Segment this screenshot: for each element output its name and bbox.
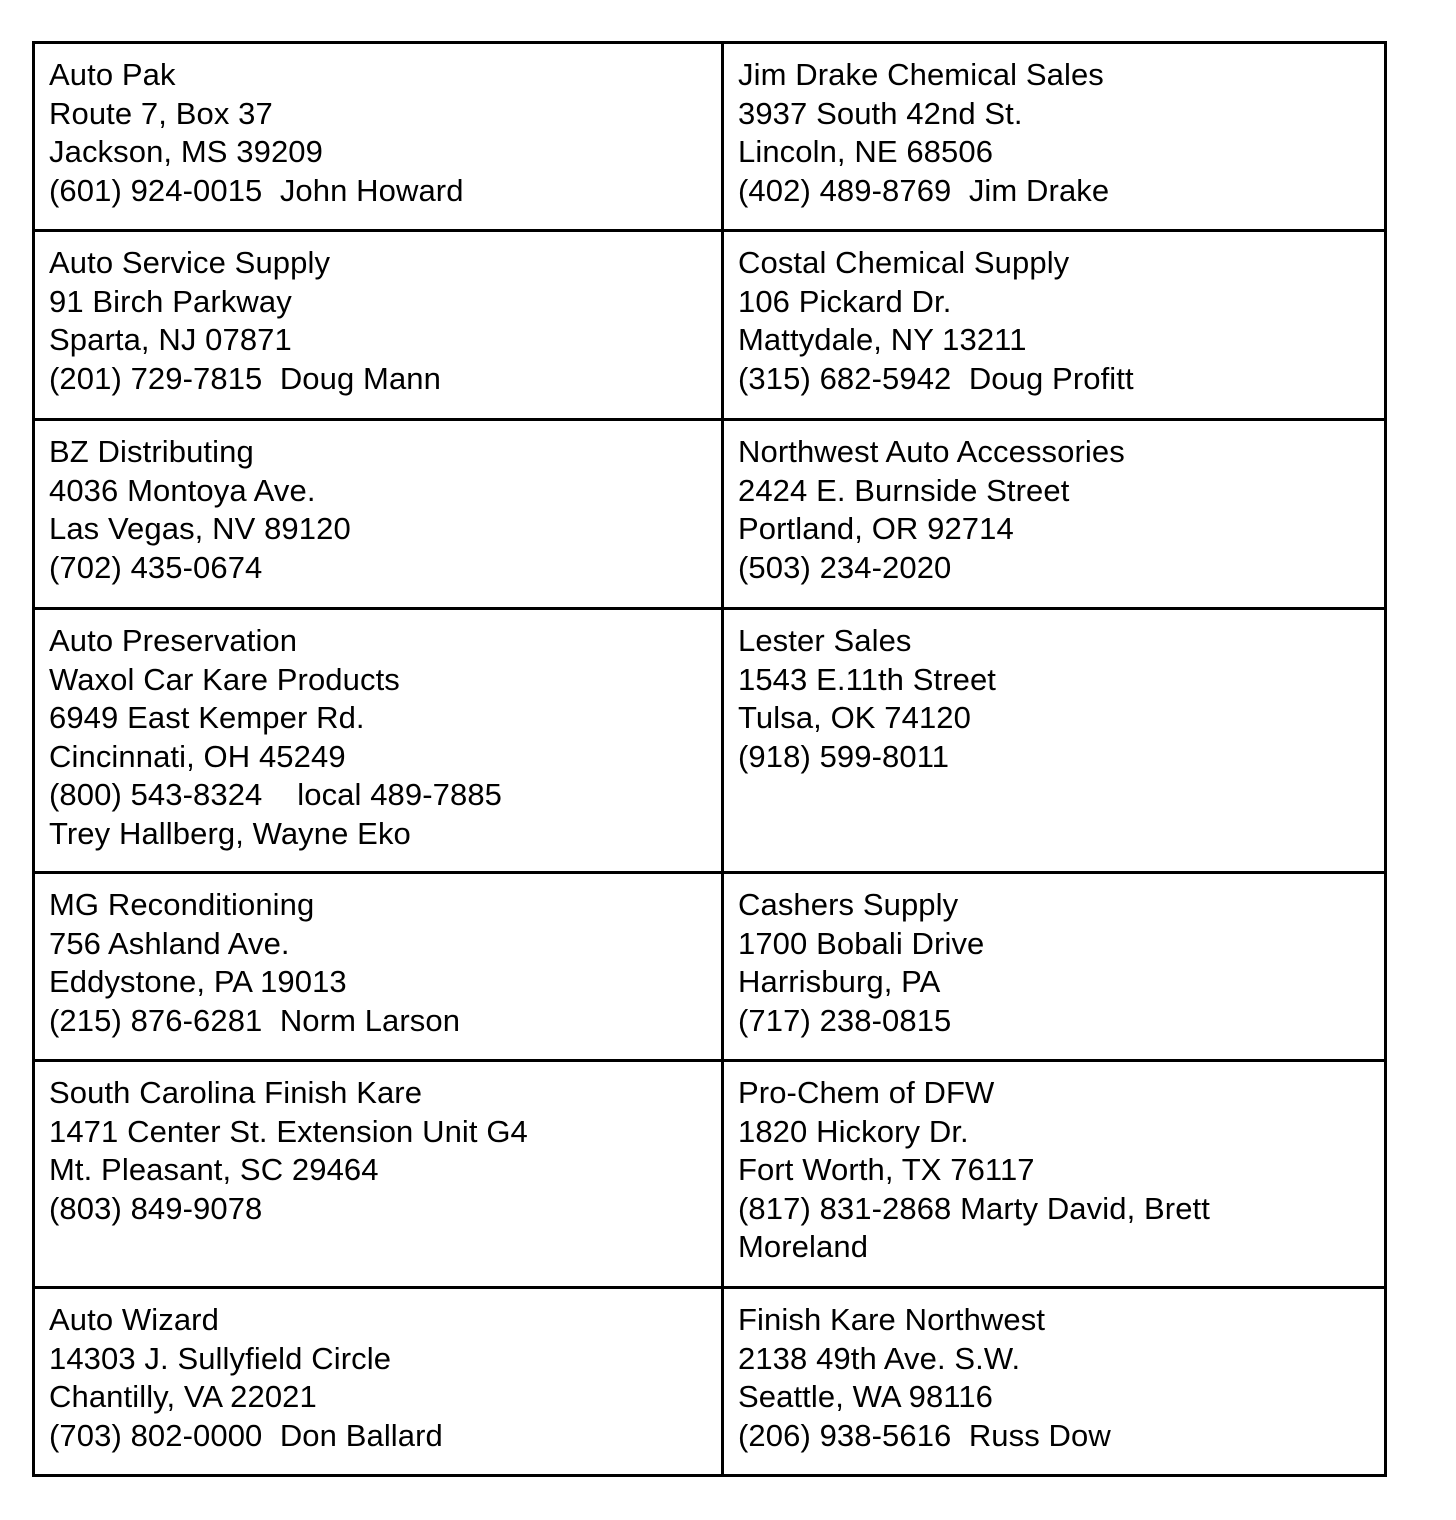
listing-cell bbox=[34, 420, 723, 609]
phone-contact: (206) 938-5616 Russ Dow bbox=[738, 1417, 1111, 1453]
company-name: MG Reconditioning bbox=[49, 887, 315, 922]
company-name: Costal Chemical Supply bbox=[738, 245, 1070, 280]
table-row bbox=[34, 609, 1386, 873]
table-row bbox=[34, 1288, 1386, 1476]
company-name: Auto Service Supply bbox=[49, 245, 331, 280]
company-subtitle: Waxol Car Kare Products bbox=[49, 661, 400, 697]
city-state-zip: Chantilly, VA 22021 bbox=[49, 1379, 317, 1414]
listing-cell bbox=[34, 609, 723, 873]
address-line: 1543 E.11th Street bbox=[738, 661, 997, 697]
company-name: Cashers Supply bbox=[738, 887, 959, 922]
phone-contact: (918) 599-8011 bbox=[738, 738, 950, 774]
listing-cell bbox=[723, 43, 1386, 231]
listing-cell bbox=[34, 231, 723, 420]
listing-cell bbox=[34, 1288, 723, 1476]
company-name: Auto Wizard bbox=[49, 1302, 219, 1337]
company-name: Auto Pak bbox=[49, 57, 176, 92]
city-state-zip: Las Vegas, NV 89120 bbox=[49, 511, 351, 546]
address-line: 106 Pickard Dr. bbox=[738, 283, 952, 319]
phone-contact: (800) 543-8324 local 489-7885 bbox=[49, 777, 503, 812]
address-line: 4036 Montoya Ave. bbox=[49, 472, 316, 508]
listing-cell bbox=[723, 609, 1386, 873]
address-line: 91 Birch Parkway bbox=[49, 283, 292, 319]
listing-cell bbox=[34, 873, 723, 1061]
table-row bbox=[34, 231, 1386, 420]
address-line: 1700 Bobali Drive bbox=[738, 925, 985, 961]
city-state-zip: Eddystone, PA 19013 bbox=[49, 964, 347, 999]
listing-cell bbox=[34, 1061, 723, 1288]
phone-contact: (215) 876-6281 Norm Larson bbox=[49, 1002, 461, 1038]
city-state-zip: Cincinnati, OH 45249 bbox=[49, 738, 346, 774]
listing-cell bbox=[723, 1288, 1386, 1476]
table-row bbox=[34, 43, 1386, 231]
phone-contact: (201) 729-7815 Doug Mann bbox=[49, 360, 441, 396]
phone-contact: (601) 924-0015 John Howard bbox=[49, 172, 464, 208]
address-line: 14303 J. Sullyfield Circle bbox=[49, 1340, 392, 1376]
city-state-zip: Tulsa, OK 74120 bbox=[738, 700, 971, 735]
phone-contact: (402) 489-8769 Jim Drake bbox=[738, 172, 1110, 208]
listing-cell bbox=[723, 873, 1386, 1061]
company-name: Finish Kare Northwest bbox=[738, 1302, 1046, 1337]
city-state-zip: Sparta, NJ 07871 bbox=[49, 322, 292, 357]
phone-contact: (803) 849-9078 bbox=[49, 1190, 263, 1226]
supplier-directory-table bbox=[32, 41, 1387, 1477]
phone-contact: (503) 234-2020 bbox=[738, 549, 952, 585]
address-line: 2138 49th Ave. S.W. bbox=[738, 1340, 1021, 1376]
listing-cell bbox=[723, 420, 1386, 609]
city-state-zip: Jackson, MS 39209 bbox=[49, 134, 323, 169]
address-line: 756 Ashland Ave. bbox=[49, 925, 290, 961]
table-row bbox=[34, 1061, 1386, 1288]
listing-cell bbox=[723, 231, 1386, 420]
city-state-zip: Mattydale, NY 13211 bbox=[738, 322, 1027, 357]
phone-contact: (315) 682-5942 Doug Profitt bbox=[738, 360, 1134, 396]
phone-contact: (703) 802-0000 Don Ballard bbox=[49, 1417, 443, 1453]
company-name: BZ Distributing bbox=[49, 434, 254, 469]
contact-names-continued: Moreland bbox=[738, 1229, 869, 1264]
phone-contact: (817) 831-2868 Marty David, Brett bbox=[738, 1190, 1210, 1226]
contact-names: Trey Hallberg, Wayne Eko bbox=[49, 815, 411, 851]
company-name: Pro-Chem of DFW bbox=[738, 1075, 995, 1110]
address-line: 3937 South 42nd St. bbox=[738, 95, 1023, 131]
address-line: Route 7, Box 37 bbox=[49, 95, 273, 131]
company-name: South Carolina Finish Kare bbox=[49, 1075, 423, 1110]
company-name: Jim Drake Chemical Sales bbox=[738, 57, 1104, 92]
city-state-zip: Fort Worth, TX 76117 bbox=[738, 1152, 1035, 1187]
city-state-zip: Lincoln, NE 68506 bbox=[738, 134, 994, 169]
address-line: 1820 Hickory Dr. bbox=[738, 1113, 969, 1149]
table-row bbox=[34, 873, 1386, 1061]
table-row bbox=[34, 420, 1386, 609]
company-name: Lester Sales bbox=[738, 623, 912, 658]
address-line: 1471 Center St. Extension Unit G4 bbox=[49, 1113, 528, 1149]
city-state-zip: Seattle, WA 98116 bbox=[738, 1379, 994, 1414]
address-line: 6949 East Kemper Rd. bbox=[49, 700, 365, 735]
city-state-zip: Mt. Pleasant, SC 29464 bbox=[49, 1152, 379, 1187]
listing-cell bbox=[34, 43, 723, 231]
listing-cell bbox=[723, 1061, 1386, 1288]
city-state-zip: Portland, OR 92714 bbox=[738, 511, 1014, 546]
phone-contact: (702) 435-0674 bbox=[49, 549, 263, 585]
phone-contact: (717) 238-0815 bbox=[738, 1002, 952, 1038]
address-line: 2424 E. Burnside Street bbox=[738, 472, 1070, 508]
company-name: Northwest Auto Accessories bbox=[738, 434, 1125, 469]
city-state-zip: Harrisburg, PA bbox=[738, 964, 941, 999]
company-name: Auto Preservation bbox=[49, 623, 298, 658]
